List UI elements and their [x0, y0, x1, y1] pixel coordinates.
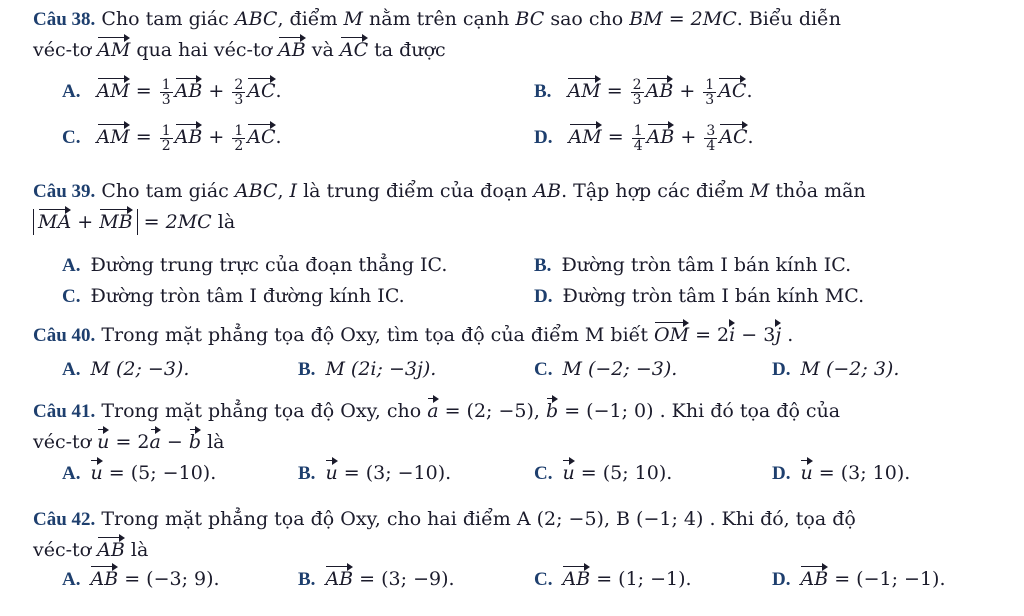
option-label: D.	[772, 569, 791, 590]
numerator: 3	[706, 122, 716, 139]
vector-ab: AB	[800, 568, 829, 590]
option-text: = (−3; 9).	[124, 568, 220, 590]
q38-option-d[interactable]: D. AM = $\frac{1}{4}$ AB + $\frac{3}{4}$ AC.	[534, 122, 754, 154]
question-text: thỏa mãn	[775, 180, 866, 202]
q40-option-d[interactable]	[772, 354, 899, 385]
question-text: sao cho	[550, 8, 624, 30]
question-text: véc-tơ	[33, 39, 92, 61]
numerator: 2	[632, 76, 642, 93]
vector-ac: AC	[719, 126, 748, 148]
option-text: M (−2; 3).	[800, 358, 900, 380]
question-text: Trong mặt phẳng tọa độ Oxy, cho	[101, 400, 422, 422]
q39-option-d[interactable]	[534, 281, 864, 312]
math-expression: = (2; −5),	[444, 400, 540, 422]
option-text: = (5; 10).	[580, 462, 673, 484]
vector-a: a	[427, 400, 439, 422]
vector-ab: AB	[325, 568, 354, 590]
vector-ab: AB	[174, 80, 203, 102]
q38-option-c[interactable]: C. AM = $\frac{1}{2}$ AB + $\frac{1}{2}$ AC.	[62, 122, 282, 154]
question-number: Câu 39.	[33, 181, 96, 202]
numerator: 1	[161, 76, 171, 93]
vector-i: i	[729, 324, 736, 346]
option-label: A.	[62, 255, 81, 276]
question-text: Cho tam giác	[101, 180, 229, 202]
question-text: nằm trên cạnh	[369, 8, 510, 30]
numerator: 1	[161, 122, 171, 139]
math-term: ABC	[234, 180, 278, 202]
option-label: B.	[298, 463, 316, 484]
math-term: BC	[515, 8, 545, 30]
vector-am: AM	[96, 126, 130, 148]
option-label: B.	[534, 255, 552, 276]
fraction	[160, 78, 173, 107]
option-label: D.	[772, 463, 791, 484]
question-text: véc-tơ	[33, 431, 92, 453]
q41-option-c[interactable]	[534, 458, 672, 489]
fraction	[160, 124, 173, 153]
vector-ab: AB	[97, 539, 125, 561]
question-text: qua hai véc-tơ	[136, 39, 272, 61]
q41-option-d[interactable]	[772, 458, 910, 489]
vector-am: AM	[567, 80, 601, 102]
vector-u: u	[325, 462, 338, 484]
question-40	[33, 320, 993, 351]
denominator: 3	[234, 91, 244, 108]
vector-ab: AB	[646, 126, 675, 148]
question-number: Câu 42.	[33, 509, 96, 530]
numerator: 1	[234, 122, 244, 139]
q40-option-c[interactable]	[534, 354, 677, 385]
question-39	[33, 176, 993, 237]
question-text: Cho tam giác	[101, 8, 229, 30]
question-text: .	[787, 324, 794, 346]
denominator: 3	[161, 91, 171, 108]
question-number: Câu 41.	[33, 401, 96, 422]
math-operator: +	[77, 211, 94, 233]
fraction	[631, 78, 644, 107]
question-number: Câu 38.	[33, 9, 96, 30]
math-condition: = 2MC	[143, 211, 212, 233]
option-label: C.	[534, 463, 553, 484]
question-text: là	[217, 211, 236, 233]
question-text: . Biểu diễn	[736, 8, 841, 30]
vector-am: AM	[96, 80, 130, 102]
vector-ab: AB	[562, 568, 591, 590]
vector-mb: MB	[99, 211, 133, 233]
math-term: AB	[533, 180, 562, 202]
option-text: Đường tròn tâm I đường kính IC.	[90, 285, 405, 307]
vector-ac: AC	[718, 80, 747, 102]
option-label: D.	[772, 359, 791, 380]
vector-ab: AB	[645, 80, 674, 102]
denominator: 4	[633, 137, 643, 154]
vector-ab: AB	[174, 126, 203, 148]
vector-u: u	[562, 462, 575, 484]
option-text: = (3; −9).	[359, 568, 455, 590]
vector-b: b	[546, 400, 559, 422]
math-term: M	[749, 180, 770, 202]
option-label: C.	[62, 127, 81, 148]
q40-option-b[interactable]	[298, 354, 436, 385]
question-text: ,	[277, 180, 284, 202]
option-text: Đường trung trực của đoạn thẳng IC.	[90, 254, 448, 276]
question-text: là	[207, 431, 225, 453]
vector-ac: AC	[339, 39, 369, 61]
vector-u: u	[97, 431, 110, 453]
denominator: 4	[706, 137, 716, 154]
option-text: M (2; −3).	[90, 358, 190, 380]
numerator: 1	[633, 122, 643, 139]
option-label: B.	[298, 569, 316, 590]
question-text: = (−1; 0) . Khi đó tọa độ của	[564, 400, 841, 422]
q39-option-c[interactable]	[62, 281, 405, 312]
q42-option-d[interactable]	[772, 564, 946, 595]
option-text: M (2i; −3j).	[325, 358, 437, 380]
option-text: = (3; −10).	[343, 462, 452, 484]
vector-am: AM	[568, 126, 602, 148]
option-label: B.	[534, 81, 552, 102]
vector-ma: MA	[38, 211, 72, 233]
q42-option-b[interactable]	[298, 564, 455, 595]
q39-option-a[interactable]	[62, 250, 447, 281]
q39-option-b[interactable]	[534, 250, 851, 281]
option-label: B.	[298, 359, 316, 380]
question-text: véc-tơ	[33, 539, 92, 561]
math-condition: BM = 2MC	[629, 8, 737, 30]
question-text: ta được	[374, 39, 446, 61]
question-text: là trung điểm của đoạn	[303, 180, 528, 202]
math-term: I	[289, 180, 298, 202]
vector-ac: AC	[247, 80, 276, 102]
vector-ab: AB	[278, 39, 306, 61]
math-expression: − 3	[741, 324, 776, 346]
option-text: Đường tròn tâm I bán kính MC.	[562, 285, 865, 307]
option-label: C.	[534, 569, 553, 590]
denominator: 2	[161, 137, 171, 154]
fraction	[703, 78, 716, 107]
option-label: A.	[62, 81, 81, 102]
option-text: = (1; −1).	[596, 568, 692, 590]
option-label: D.	[534, 127, 553, 148]
q38-option-a[interactable]: A. AM = $\frac{1}{3}$ AB + $\frac{2}{3}$ AC.	[62, 76, 282, 108]
math-operator: −	[166, 431, 183, 453]
question-42	[33, 504, 993, 565]
fraction	[232, 78, 245, 107]
vector-om: OM	[654, 324, 690, 346]
vector-j: j	[775, 324, 782, 346]
option-text: Đường tròn tâm I bán kính IC.	[561, 254, 852, 276]
denominator: 3	[632, 91, 642, 108]
math-term: ABC	[234, 8, 278, 30]
question-text: và	[311, 39, 334, 61]
q42-option-a[interactable]	[62, 564, 220, 595]
q42-option-c[interactable]	[534, 564, 692, 595]
option-label: D.	[534, 286, 553, 307]
option-label: A.	[62, 569, 81, 590]
fraction	[232, 124, 245, 153]
option-label: A.	[62, 359, 81, 380]
option-text: M (−2; −3).	[562, 358, 678, 380]
q38-option-b[interactable]: B. AM = $\frac{2}{3}$ AB + $\frac{1}{3}$ AC.	[534, 76, 753, 108]
math-expression: = 2	[695, 324, 730, 346]
numerator: 2	[234, 76, 244, 93]
vector-am: AM	[97, 39, 131, 61]
q41-option-a[interactable]	[62, 458, 216, 489]
fraction	[704, 124, 717, 153]
question-number: Câu 40.	[33, 325, 96, 346]
question-text: , điểm	[277, 8, 338, 30]
math-expression: = 2	[115, 431, 150, 453]
vector-u: u	[90, 462, 103, 484]
vector-b: b	[188, 431, 202, 453]
option-text: = (−1; −1).	[834, 568, 946, 590]
question-text: . Tập hợp các điểm	[561, 180, 744, 202]
question-text: Trong mặt phẳng tọa độ Oxy, cho hai điểm A (2; −5), B (−1; 4) . Khi đó, tọa độ	[101, 508, 856, 530]
vector-u: u	[800, 462, 813, 484]
vector-ac: AC	[247, 126, 276, 148]
numerator: 1	[705, 76, 715, 93]
q40-option-a[interactable]	[62, 354, 189, 385]
option-label: C.	[534, 359, 553, 380]
option-label: C.	[62, 286, 81, 307]
question-38	[33, 4, 993, 65]
question-41	[33, 396, 993, 457]
vector-ab: AB	[90, 568, 119, 590]
option-text: = (3; 10).	[818, 462, 911, 484]
option-text: = (5; −10).	[108, 462, 217, 484]
denominator: 3	[705, 91, 715, 108]
absolute-value	[33, 209, 138, 235]
option-label: A.	[62, 463, 81, 484]
math-term: M	[343, 8, 363, 30]
fraction	[632, 124, 645, 153]
vector-a: a	[149, 431, 161, 453]
question-text: là	[130, 539, 149, 561]
question-text: Trong mặt phẳng tọa độ Oxy, tìm tọa độ của điểm M biết	[101, 324, 648, 346]
q41-option-b[interactable]	[298, 458, 451, 489]
denominator: 2	[234, 137, 244, 154]
